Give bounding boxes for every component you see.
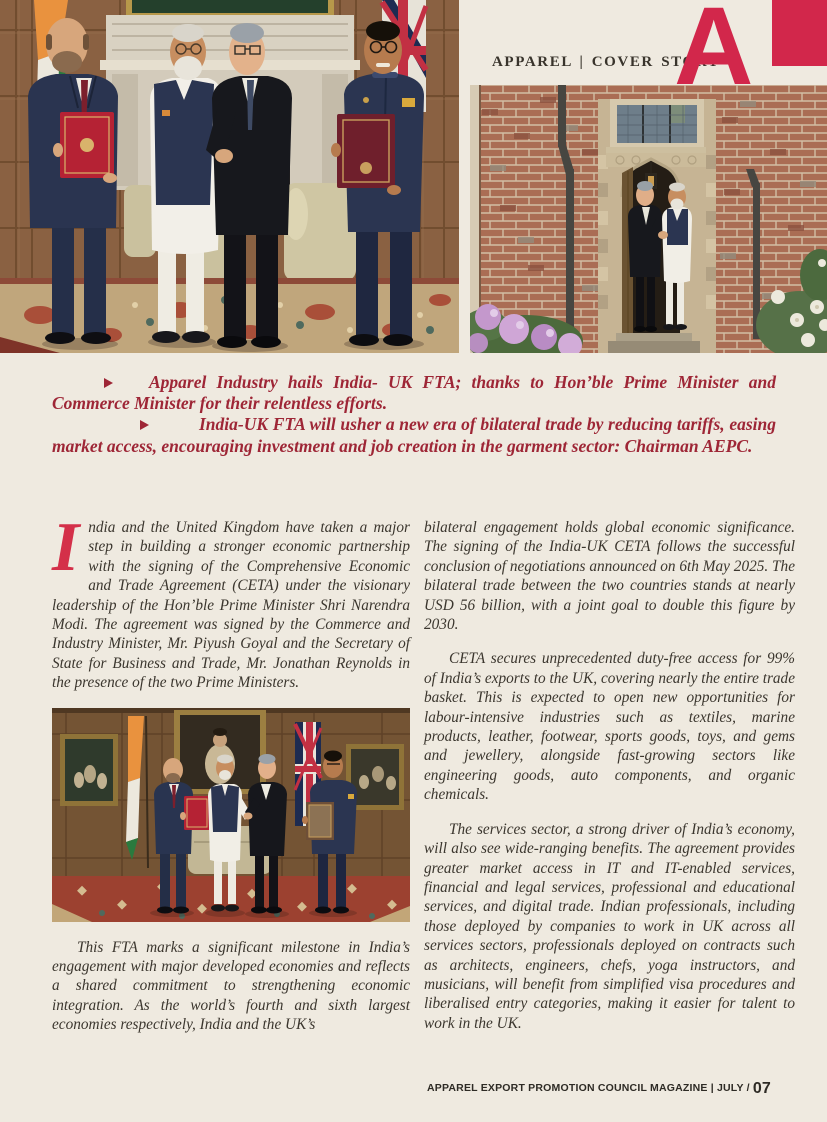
stone-steps <box>608 333 700 353</box>
photo-fta-signing-inner <box>52 708 410 922</box>
highlight-text: India-UK FTA will usher a new era of bilateral trade by reducing tariffs, easing market access, encouraging investment and job creation in the garment sector: Chairman AEPC. <box>52 414 776 456</box>
photo-doorway-meeting <box>470 85 827 353</box>
body-paragraph <box>52 509 410 693</box>
highlight-text: Apparel Industry hails India- UK FTA; thanks to Hon’ble Prime Minister and Commerce Minister for their relentless efforts. <box>52 372 776 414</box>
footer-text: APPAREL EXPORT PROMOTION COUNCIL MAGAZINE | JULY / <box>426 1082 750 1094</box>
painting-left <box>60 734 118 806</box>
portrait-painting-center <box>174 710 266 794</box>
red-folder <box>184 796 210 830</box>
body-paragraph: CETA secures unprecedented duty-free access for 99% of India’s exports to the UK, covering nearly the entire trade basket. This is expected to open new opportunities for labour-intensive industries such as textiles, marine products, leather, footwear, sports goods, toys, and gems and jewellery, alongside fast-growing sectors like engineering goods, auto components, and organic chemicals. <box>424 650 795 804</box>
section-kicker: APPAREL | COVER STORY <box>492 54 721 70</box>
maroon-folder <box>337 114 395 188</box>
red-folder <box>60 112 114 178</box>
page-footer <box>397 1080 801 1098</box>
document-frame <box>306 802 334 840</box>
highlight-item <box>52 414 776 456</box>
leaded-window <box>606 99 706 153</box>
highlight-item <box>52 372 776 414</box>
page-number: 07 <box>752 1080 772 1097</box>
logo-red-block <box>772 0 827 66</box>
photo-fta-signing-main <box>0 0 459 353</box>
highlight-quotes <box>52 372 776 457</box>
logo-letter: A <box>674 0 754 84</box>
body-paragraph: This FTA marks a significant milestone in India’s engagement with major developed economies and reflects a shared commitment to strengthening economic integration. As the world’s fourth and sixth largest economies respectively, India and the UK’s <box>52 938 410 1034</box>
paragraph-text: ndia and the United Kingdom have taken a major step in building a stronger economic partnership with the signing of the Comprehensive Economic and Trade Agreement (CETA) under the visionary leadership of the Hon’ble Prime Minister Shri Narendra Modi. The agreement was signed by the Commerce and Industry Minister, Mr. Piyush Goyal and the Secretary of State for Business and Trade, Mr. Jonathan Reynolds in the presence of the two Prime Ministers. <box>52 519 410 692</box>
arrow-bullet-icon <box>104 378 113 388</box>
body-paragraph: bilateral engagement holds global economic significance. The signing of the India-UK CETA follows the successful conclusion of negotiations announced on 6th May 2025. The bilateral trade between the two countries stands at nearly USD 56 billion, with a joint goal to double this figure by 2030. <box>424 519 795 634</box>
article-column-left <box>52 509 410 1050</box>
arrow-bullet-icon <box>140 420 149 430</box>
drop-cap: I <box>52 509 80 586</box>
apparel-logo <box>670 0 827 84</box>
article-column-right <box>424 518 795 1048</box>
body-paragraph: The services sector, a strong driver of India’s economy, will also see wide-ranging benefits. The agreement provides greater market access in IT and IT-enabled services, financial and legal services, professional and educational services, and digital trade. Indian professionals, including those deployed by companies to work in UK across all services sectors, professionals deployed on contracts such as architects, engineers, chefs, yoga instructors, and musicians, will benefit from simplified visa procedures and liberalised entry categories, making it easier for talent to work in the UK. <box>424 820 795 1032</box>
